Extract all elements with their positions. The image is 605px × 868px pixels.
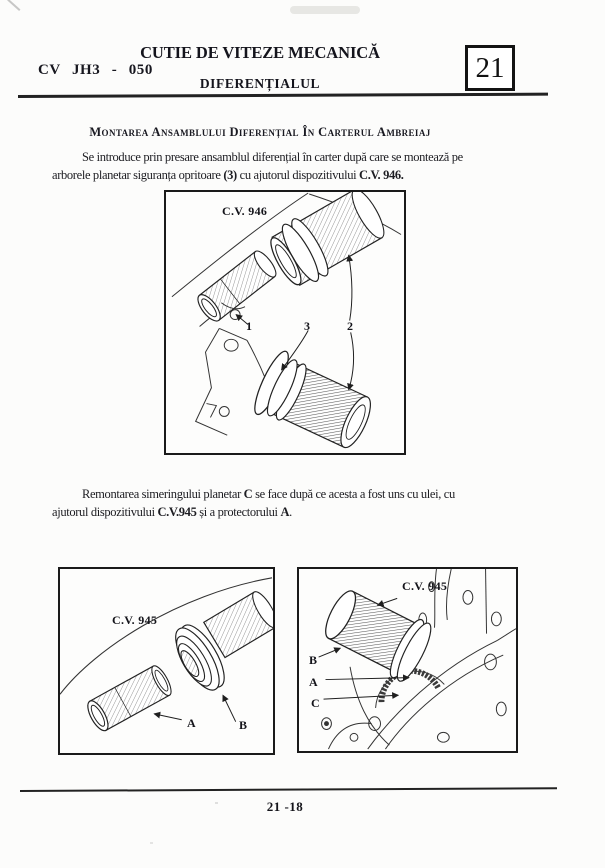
figure-cv946 (164, 190, 406, 455)
callout-2: 2 (347, 319, 353, 333)
scan-artifact (290, 6, 360, 14)
model-code: CV JH3 - 050 (38, 62, 154, 78)
chapter-number: 21 (475, 51, 505, 84)
page-number: 21 -18 (266, 799, 304, 814)
callout-a: A (309, 675, 318, 689)
callout-1: 1 (246, 319, 252, 333)
scan-artifact (215, 802, 218, 804)
installer-cylinder (317, 582, 437, 685)
tool-label: C.V. 946 (222, 204, 268, 218)
callout-b: B (239, 718, 248, 732)
figure-cv945-installed (297, 567, 518, 753)
callout-b: B (309, 653, 318, 667)
scan-artifact (150, 842, 153, 844)
section-heading: Montarea Ansamblului Diferențial În Carterul Ambreiaj (89, 125, 431, 139)
press-tool-cylinder (263, 192, 392, 293)
figure-cv945-installed-drawing (299, 569, 516, 751)
installer-b-body (204, 589, 273, 658)
callout-c: C (311, 696, 320, 710)
footer-rule (20, 787, 557, 792)
callout-a: A (187, 716, 196, 730)
assembled-tool (249, 348, 379, 453)
header-rule (18, 93, 548, 98)
callout-3: 3 (304, 319, 310, 333)
page-title: CUTIE DE VITEZE MECANICĂ (140, 43, 380, 62)
tool-label: C.V. 945 (112, 613, 158, 627)
scan-artifact (8, 0, 21, 11)
chapter-number-box (465, 45, 515, 91)
protector-sleeve-a (84, 663, 175, 733)
page-subtitle: DIFERENȚIALUL (199, 76, 321, 91)
tool-label: C.V. 945 (402, 579, 448, 593)
housing-sketch (196, 303, 267, 435)
figure-cv946-drawing (166, 192, 404, 453)
figure-cv945-tools (58, 567, 275, 755)
seal-ring (381, 671, 438, 702)
paragraph-1: Se introduce prin presare ansamblul diferențial în carter după care se montează pe arborele planetar siguranța opritoare (3) cu ajutorul dispozitivului C.V. 946. (52, 150, 463, 182)
sleeve-part1 (194, 248, 280, 325)
paragraph-2: Remontarea simeringului planetar C se face după ce acesta a fost uns cu ulei, cu ajutorul dispozitivului C.V.945 și a protectorului A. (52, 487, 455, 519)
